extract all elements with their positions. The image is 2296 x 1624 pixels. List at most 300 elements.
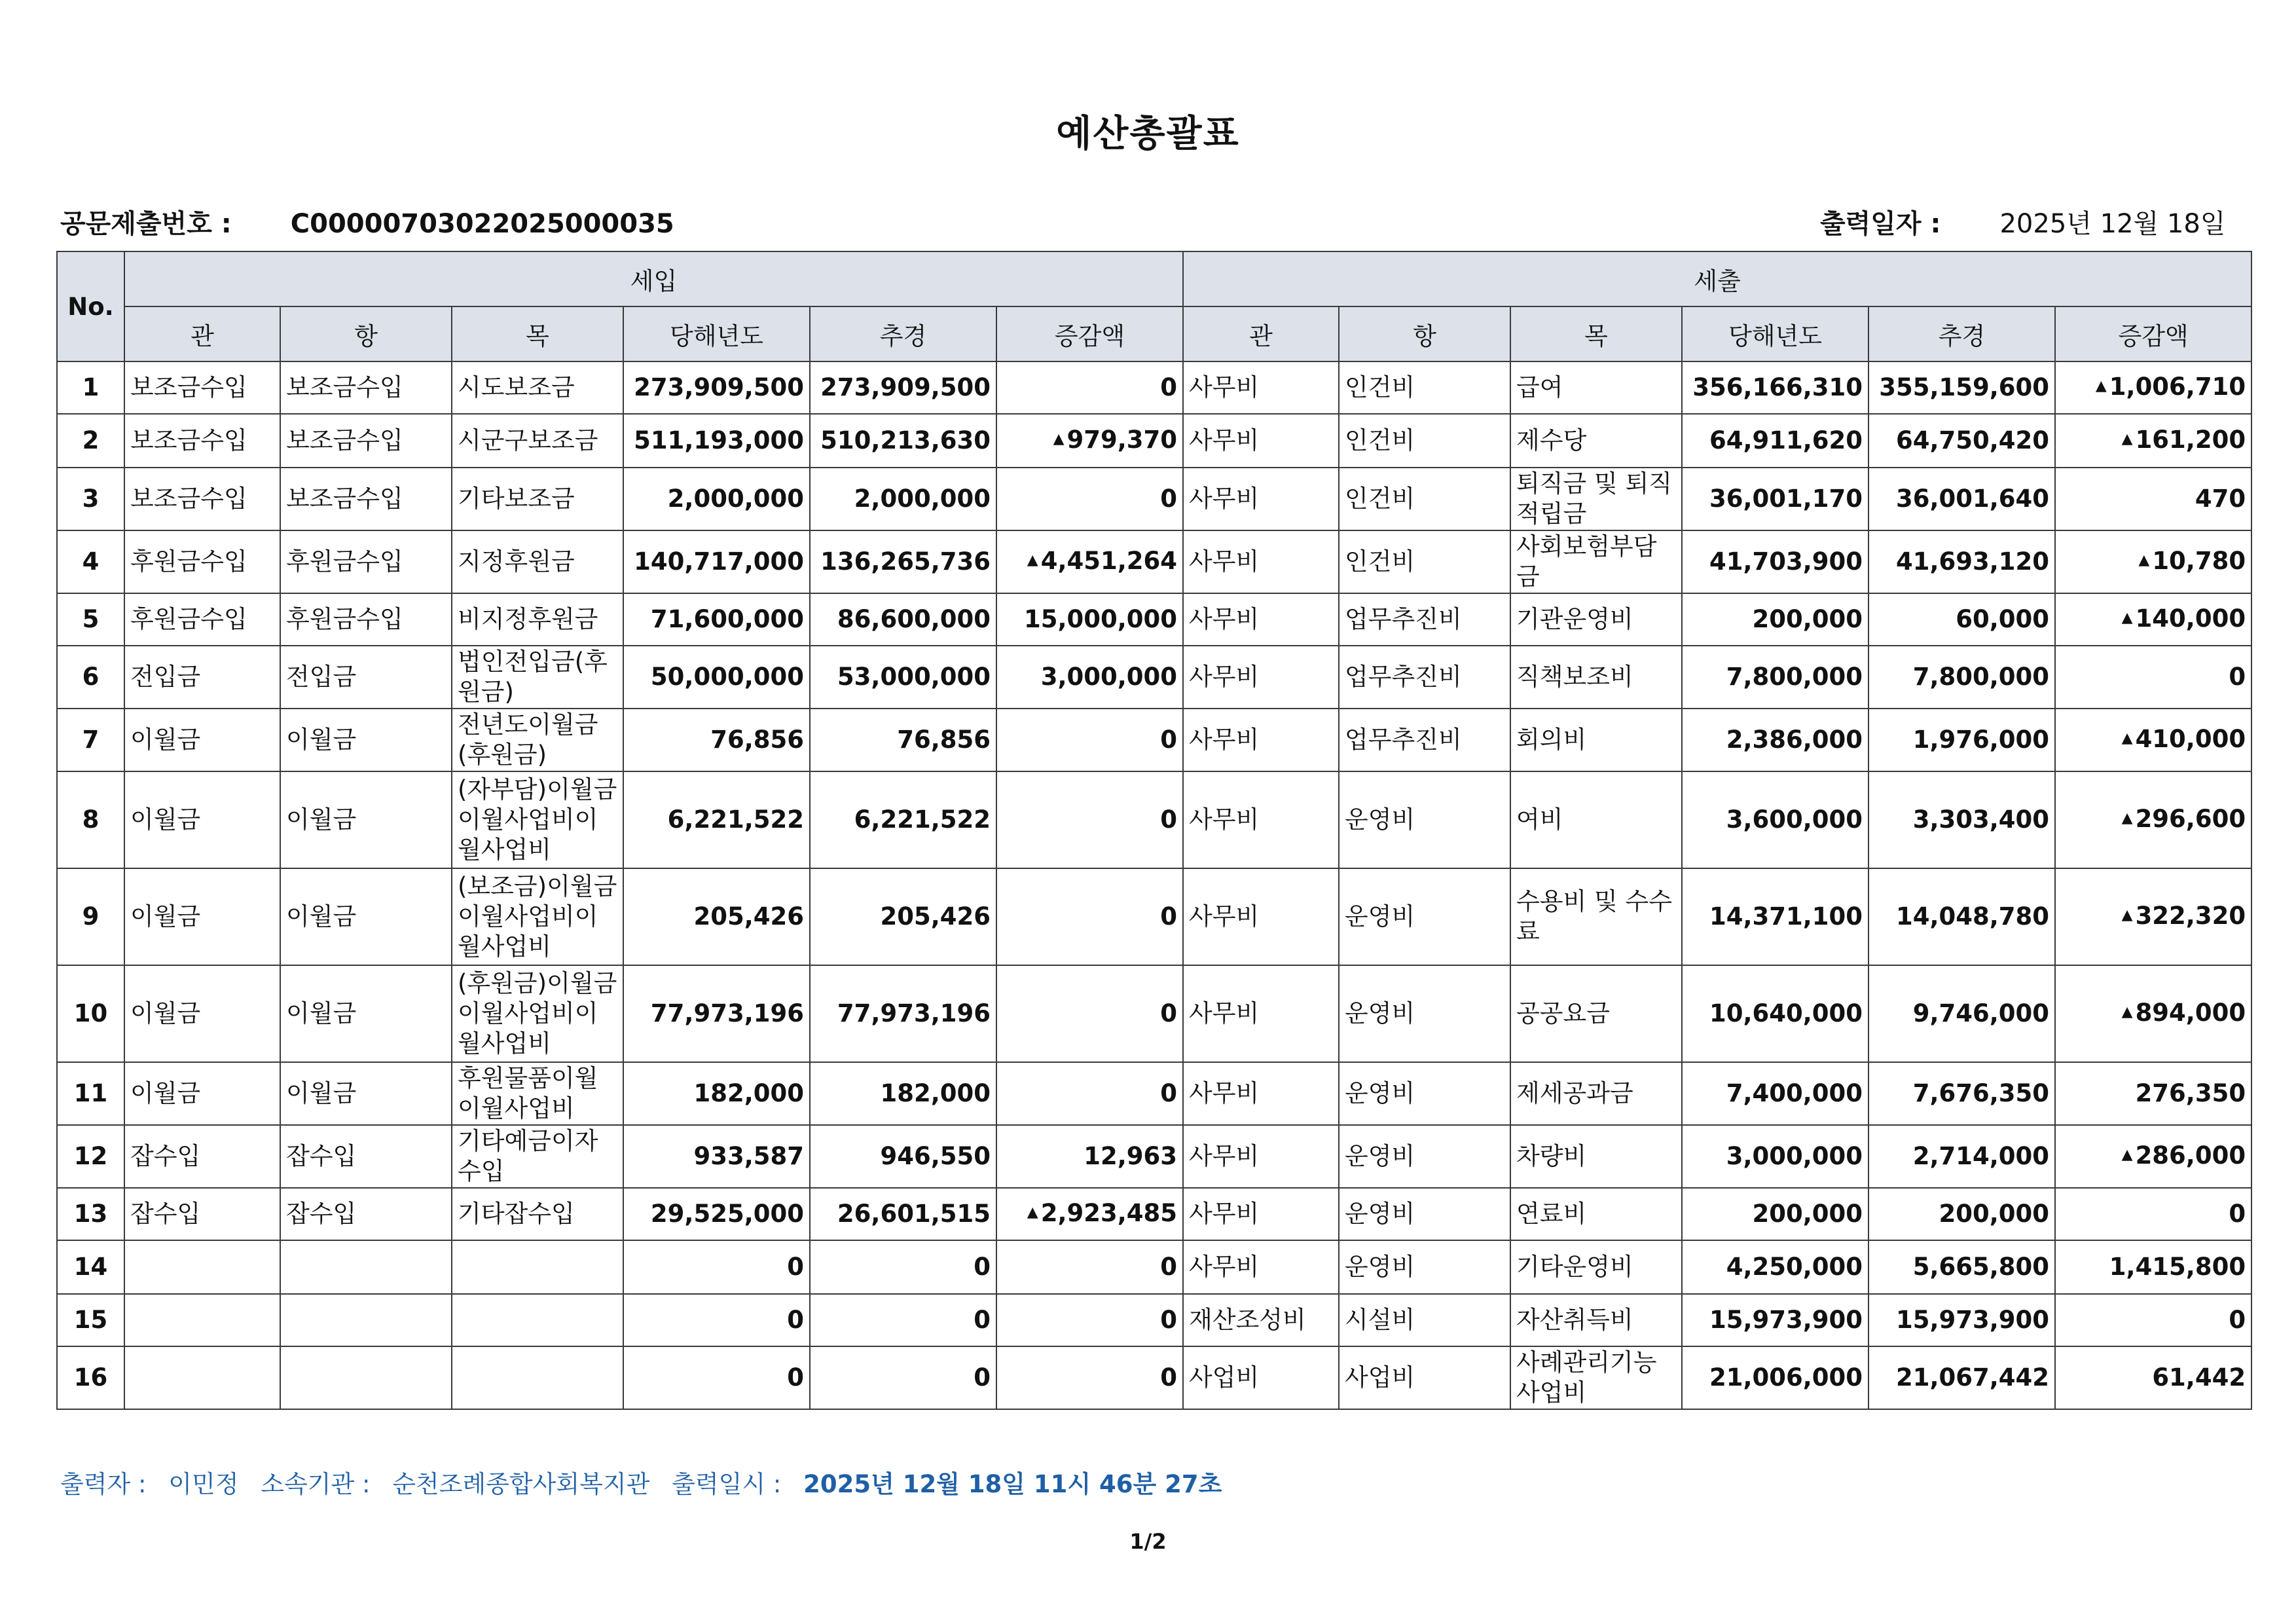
row-number: 12 bbox=[57, 1125, 124, 1188]
cell-value: 잡수입 bbox=[286, 1200, 357, 1228]
income-hang-cell bbox=[280, 868, 452, 965]
table-row bbox=[57, 1346, 2251, 1409]
cell-value: 사무비 bbox=[1189, 999, 1260, 1027]
cell-value: 업무추진비 bbox=[1345, 605, 1462, 633]
cell-value: 지정후원금 bbox=[458, 547, 575, 576]
income-change-cell bbox=[996, 468, 1183, 530]
expense-mok-cell bbox=[1510, 1062, 1682, 1125]
income-mok-cell bbox=[452, 414, 623, 468]
income-hang-cell bbox=[280, 530, 452, 593]
cell-value: 64,911,620 bbox=[1709, 426, 1863, 454]
cell-value: 7,800,000 bbox=[1726, 663, 1863, 691]
income-hang-cell bbox=[280, 1294, 452, 1346]
expense-col-hang: 항 bbox=[1339, 306, 1510, 361]
income-change-cell bbox=[996, 1062, 1183, 1125]
cell-value: 이월금 bbox=[286, 902, 357, 931]
cell-value: 5,665,800 bbox=[1912, 1253, 2050, 1281]
cell-value: 기관운영비 bbox=[1516, 605, 1633, 633]
expense-current-year-cell bbox=[1682, 1240, 1868, 1294]
income-change-cell bbox=[996, 530, 1183, 593]
cell-value: 205,426 bbox=[693, 902, 804, 931]
expense-current-year-cell bbox=[1682, 771, 1868, 868]
triangle-up-icon: ▲ bbox=[2121, 609, 2133, 626]
cell-value: 2,714,000 bbox=[1912, 1142, 2050, 1170]
cell-value: 14,048,780 bbox=[1895, 902, 2050, 931]
table-row bbox=[57, 771, 2251, 868]
expense-supplementary-cell bbox=[1868, 593, 2055, 646]
cell-value: 사무비 bbox=[1189, 547, 1260, 576]
expense-mok-cell bbox=[1510, 593, 1682, 646]
cell-value: 인건비 bbox=[1345, 426, 1415, 454]
income-supplementary-cell bbox=[810, 1188, 996, 1240]
expense-supplementary-cell bbox=[1868, 709, 2055, 771]
cell-value: 업무추진비 bbox=[1345, 663, 1462, 691]
income-current-year-cell bbox=[623, 1188, 810, 1240]
cell-value: 보조금수입 bbox=[286, 426, 403, 454]
income-change-cell bbox=[996, 593, 1183, 646]
cell-value: 0 bbox=[787, 1306, 804, 1334]
expense-current-year-cell bbox=[1682, 1294, 1868, 1346]
income-supplementary-cell bbox=[810, 530, 996, 593]
table-row bbox=[57, 361, 2251, 414]
row-number: 15 bbox=[57, 1294, 124, 1346]
cell-value: 76,856 bbox=[710, 726, 804, 754]
income-mok-cell bbox=[452, 709, 623, 771]
cell-value: 자산취득비 bbox=[1516, 1306, 1633, 1334]
income-gwan-cell bbox=[124, 1125, 280, 1188]
expense-gwan-cell bbox=[1183, 361, 1339, 414]
cell-value: 수용비 및 수수료 bbox=[1516, 887, 1673, 946]
cell-value: 인건비 bbox=[1345, 485, 1415, 513]
cell-value: 7,676,350 bbox=[1912, 1079, 2050, 1107]
expense-hang-cell bbox=[1339, 1125, 1510, 1188]
cell-value: 0 bbox=[2229, 1306, 2246, 1334]
income-gwan-cell bbox=[124, 709, 280, 771]
triangle-up-icon: ▲ bbox=[2095, 377, 2107, 394]
income-supplementary-cell bbox=[810, 709, 996, 771]
expense-change-cell bbox=[2055, 965, 2251, 1062]
expense-hang-cell bbox=[1339, 1188, 1510, 1240]
expense-col-gwan: 관 bbox=[1183, 306, 1339, 361]
expense-gwan-cell bbox=[1183, 1240, 1339, 1294]
cell-value: 1,415,800 bbox=[2109, 1253, 2246, 1281]
row-number: 5 bbox=[57, 593, 124, 646]
income-supplementary-cell bbox=[810, 771, 996, 868]
expense-change-cell bbox=[2055, 530, 2251, 593]
cell-value: 전년도이월금(후원금) bbox=[458, 710, 598, 769]
cell-value: 12,963 bbox=[1084, 1142, 1178, 1170]
income-gwan-cell bbox=[124, 646, 280, 709]
cell-value: 운영비 bbox=[1345, 1253, 1415, 1281]
cell-value: 회의비 bbox=[1516, 726, 1587, 754]
income-gwan-cell bbox=[124, 530, 280, 593]
expense-supplementary-cell bbox=[1868, 868, 2055, 965]
cell-value: 511,193,000 bbox=[634, 426, 804, 454]
income-mok-cell bbox=[452, 1125, 623, 1188]
income-hang-cell bbox=[280, 1188, 452, 1240]
cell-value: 140,717,000 bbox=[634, 547, 804, 576]
expense-current-year-cell bbox=[1682, 468, 1868, 530]
cell-value: 0 bbox=[1160, 1253, 1178, 1281]
income-gwan-cell bbox=[124, 1240, 280, 1294]
doc-number-row bbox=[60, 203, 674, 240]
row-number: 9 bbox=[57, 868, 124, 965]
triangle-up-icon: ▲ bbox=[1027, 551, 1038, 568]
income-change-cell bbox=[996, 646, 1183, 709]
cell-value: 급여 bbox=[1516, 373, 1563, 401]
expense-supplementary-cell bbox=[1868, 361, 2055, 414]
triangle-up-icon: ▲ bbox=[2121, 729, 2133, 747]
row-number: 13 bbox=[57, 1188, 124, 1240]
income-supplementary-cell bbox=[810, 1240, 996, 1294]
table-row bbox=[57, 530, 2251, 593]
income-hang-cell bbox=[280, 1346, 452, 1409]
income-mok-cell bbox=[452, 1062, 623, 1125]
cell-value: 이월금 bbox=[286, 805, 357, 834]
cell-value: 86,600,000 bbox=[837, 605, 991, 633]
expense-hang-cell bbox=[1339, 1346, 1510, 1409]
income-mok-cell bbox=[452, 361, 623, 414]
row-number: 14 bbox=[57, 1240, 124, 1294]
cell-value: 0 bbox=[1160, 902, 1178, 931]
budget-table-body bbox=[57, 361, 2251, 1409]
expense-current-year-cell bbox=[1682, 868, 1868, 965]
cell-value: 0 bbox=[1160, 805, 1178, 834]
income-gwan-cell bbox=[124, 414, 280, 468]
cell-value: 77,973,196 bbox=[650, 999, 804, 1027]
cell-value: 후원금수입 bbox=[286, 547, 403, 576]
income-hang-cell bbox=[280, 771, 452, 868]
income-hang-cell bbox=[280, 468, 452, 530]
income-col-mok: 목 bbox=[452, 306, 623, 361]
print-footer bbox=[60, 1464, 1236, 1500]
income-supplementary-cell bbox=[810, 414, 996, 468]
cell-value: 0 bbox=[974, 1253, 991, 1281]
cell-value: 64,750,420 bbox=[1895, 426, 2050, 454]
income-current-year-cell bbox=[623, 1294, 810, 1346]
table-row bbox=[57, 868, 2251, 965]
cell-value: 2,000,000 bbox=[667, 485, 804, 513]
cell-value: 7,800,000 bbox=[1912, 663, 2050, 691]
row-number: 7 bbox=[57, 709, 124, 771]
income-supplementary-cell bbox=[810, 868, 996, 965]
income-hang-cell bbox=[280, 646, 452, 709]
expense-supplementary-cell bbox=[1868, 1188, 2055, 1240]
cell-value: 잡수입 bbox=[130, 1142, 201, 1170]
income-current-year-cell bbox=[623, 530, 810, 593]
cell-value: 946,550 bbox=[880, 1142, 991, 1170]
table-row bbox=[57, 1240, 2251, 1294]
cell-value: 7,400,000 bbox=[1726, 1079, 1863, 1107]
income-gwan-cell bbox=[124, 593, 280, 646]
triangle-up-icon: ▲ bbox=[2121, 430, 2133, 447]
income-supplementary-cell bbox=[810, 1294, 996, 1346]
income-current-year-cell bbox=[623, 1240, 810, 1294]
cell-value: 이월금 bbox=[130, 1079, 201, 1107]
expense-supplementary-cell bbox=[1868, 1125, 2055, 1188]
income-supplementary-cell bbox=[810, 965, 996, 1062]
table-row bbox=[57, 468, 2251, 530]
income-current-year-cell bbox=[623, 468, 810, 530]
cell-value: 200,000 bbox=[1939, 1200, 2050, 1228]
cell-value: 재산조성비 bbox=[1189, 1306, 1306, 1334]
expense-supplementary-cell bbox=[1868, 414, 2055, 468]
cell-value: 286,000 bbox=[2135, 1141, 2246, 1170]
cell-value: 직책보조비 bbox=[1516, 663, 1633, 691]
income-change-cell bbox=[996, 868, 1183, 965]
income-change-cell bbox=[996, 771, 1183, 868]
expense-gwan-cell bbox=[1183, 709, 1339, 771]
income-hang-cell bbox=[280, 965, 452, 1062]
expense-hang-cell bbox=[1339, 1062, 1510, 1125]
cell-value: 업무추진비 bbox=[1345, 726, 1462, 754]
cell-value: 시도보조금 bbox=[458, 373, 575, 401]
expense-mok-cell bbox=[1510, 530, 1682, 593]
cell-value: 시군구보조금 bbox=[458, 426, 598, 454]
cell-value: 차량비 bbox=[1516, 1142, 1587, 1170]
income-hang-cell bbox=[280, 1062, 452, 1125]
expense-change-cell bbox=[2055, 1240, 2251, 1294]
income-col-change: 증감액 bbox=[996, 306, 1183, 361]
expense-mok-cell bbox=[1510, 771, 1682, 868]
expense-gwan-cell bbox=[1183, 1346, 1339, 1409]
print-date-row bbox=[1820, 203, 2225, 240]
income-current-year-cell bbox=[623, 965, 810, 1062]
expense-change-cell bbox=[2055, 1294, 2251, 1346]
cell-value: 운영비 bbox=[1345, 1079, 1415, 1107]
triangle-up-icon: ▲ bbox=[2121, 1003, 2133, 1020]
income-gwan-cell bbox=[124, 361, 280, 414]
cell-value: 0 bbox=[1160, 373, 1178, 401]
income-current-year-cell bbox=[623, 1346, 810, 1409]
cell-value: 510,213,630 bbox=[820, 426, 991, 454]
expense-gwan-cell bbox=[1183, 1188, 1339, 1240]
expense-supplementary-cell bbox=[1868, 1240, 2055, 1294]
expense-supplementary-cell bbox=[1868, 468, 2055, 530]
expense-change-cell bbox=[2055, 1125, 2251, 1188]
income-gwan-cell bbox=[124, 965, 280, 1062]
income-supplementary-cell bbox=[810, 593, 996, 646]
cell-value: 이월금 bbox=[130, 726, 201, 754]
income-supplementary-cell bbox=[810, 361, 996, 414]
expense-hang-cell bbox=[1339, 771, 1510, 868]
expense-supplementary-cell bbox=[1868, 1346, 2055, 1409]
no-header: No. bbox=[57, 251, 124, 361]
income-change-cell bbox=[996, 965, 1183, 1062]
cell-value: 26,601,515 bbox=[837, 1200, 991, 1228]
doc-number-value: C00000703022025000035 bbox=[290, 209, 674, 239]
row-number: 6 bbox=[57, 646, 124, 709]
income-mok-cell bbox=[452, 1346, 623, 1409]
cell-value: 140,000 bbox=[2135, 604, 2246, 633]
expense-hang-cell bbox=[1339, 530, 1510, 593]
cell-value: 15,973,900 bbox=[1709, 1306, 1863, 1334]
expense-mok-cell bbox=[1510, 468, 1682, 530]
income-supplementary-cell bbox=[810, 1346, 996, 1409]
cell-value: (보조금)이월금이월사업비이월사업비 bbox=[458, 872, 617, 961]
expense-change-cell bbox=[2055, 868, 2251, 965]
cell-value: 2,923,485 bbox=[1040, 1199, 1178, 1228]
row-number: 11 bbox=[57, 1062, 124, 1125]
page-number: 1/2 bbox=[1129, 1529, 1167, 1554]
expense-gwan-cell bbox=[1183, 1294, 1339, 1346]
expense-current-year-cell bbox=[1682, 593, 1868, 646]
cell-value: 9,746,000 bbox=[1912, 999, 2050, 1027]
income-mok-cell bbox=[452, 1294, 623, 1346]
cell-value: 운영비 bbox=[1345, 999, 1415, 1027]
expense-current-year-cell bbox=[1682, 1062, 1868, 1125]
cell-value: 979,370 bbox=[1066, 426, 1178, 454]
income-header: 세입 bbox=[124, 251, 1183, 306]
cell-value: 10,640,000 bbox=[1709, 999, 1863, 1027]
page-title: 예산총괄표 bbox=[1056, 113, 1240, 155]
print-datetime-label: 출력일시 : bbox=[672, 1470, 782, 1498]
cell-value: 여비 bbox=[1516, 805, 1563, 834]
expense-supplementary-cell bbox=[1868, 1062, 2055, 1125]
cell-value: 사무비 bbox=[1189, 1142, 1260, 1170]
cell-value: 사무비 bbox=[1189, 726, 1260, 754]
cell-value: 36,001,170 bbox=[1709, 485, 1863, 513]
expense-change-cell bbox=[2055, 468, 2251, 530]
expense-gwan-cell bbox=[1183, 530, 1339, 593]
cell-value: 연료비 bbox=[1516, 1200, 1587, 1228]
cell-value: 355,159,600 bbox=[1879, 373, 2050, 401]
cell-value: 잡수입 bbox=[130, 1200, 201, 1228]
cell-value: 182,000 bbox=[880, 1079, 991, 1107]
table-row bbox=[57, 593, 2251, 646]
expense-change-cell bbox=[2055, 361, 2251, 414]
expense-gwan-cell bbox=[1183, 468, 1339, 530]
triangle-up-icon: ▲ bbox=[2138, 551, 2150, 568]
table-row bbox=[57, 646, 2251, 709]
cell-value: 1,976,000 bbox=[1912, 726, 2050, 754]
cell-value: 200,000 bbox=[1752, 1200, 1863, 1228]
income-mok-cell bbox=[452, 646, 623, 709]
income-supplementary-cell bbox=[810, 646, 996, 709]
income-hang-cell bbox=[280, 1125, 452, 1188]
cell-value: 운영비 bbox=[1345, 1142, 1415, 1170]
expense-current-year-cell bbox=[1682, 414, 1868, 468]
cell-value: 보조금수입 bbox=[130, 485, 247, 513]
income-mok-cell bbox=[452, 593, 623, 646]
table-row bbox=[57, 1188, 2251, 1240]
expense-gwan-cell bbox=[1183, 414, 1339, 468]
cell-value: 0 bbox=[1160, 999, 1178, 1027]
income-hang-cell bbox=[280, 593, 452, 646]
triangle-up-icon: ▲ bbox=[1027, 1204, 1038, 1221]
cell-value: 사무비 bbox=[1189, 805, 1260, 834]
expense-gwan-cell bbox=[1183, 965, 1339, 1062]
cell-value: 0 bbox=[787, 1363, 804, 1392]
income-col-gwan: 관 bbox=[124, 306, 280, 361]
cell-value: 0 bbox=[1160, 1306, 1178, 1334]
expense-current-year-cell bbox=[1682, 530, 1868, 593]
cell-value: 기타잡수입 bbox=[458, 1200, 575, 1228]
cell-value: 200,000 bbox=[1752, 605, 1863, 633]
cell-value: 이월금 bbox=[130, 805, 201, 834]
income-current-year-cell bbox=[623, 868, 810, 965]
income-change-cell bbox=[996, 1294, 1183, 1346]
income-mok-cell bbox=[452, 771, 623, 868]
expense-mok-cell bbox=[1510, 1125, 1682, 1188]
cell-value: 운영비 bbox=[1345, 902, 1415, 931]
cell-value: (자부담)이월금이월사업비이월사업비 bbox=[458, 775, 617, 864]
cell-value: 14,371,100 bbox=[1709, 902, 1863, 931]
cell-value: 퇴직금 및 퇴직적립금 bbox=[1516, 470, 1673, 528]
expense-mok-cell bbox=[1510, 709, 1682, 771]
cell-value: 470 bbox=[2195, 485, 2246, 513]
expense-mok-cell bbox=[1510, 1188, 1682, 1240]
income-current-year-cell bbox=[623, 646, 810, 709]
expense-current-year-cell bbox=[1682, 709, 1868, 771]
cell-value: 205,426 bbox=[880, 902, 991, 931]
expense-mok-cell bbox=[1510, 646, 1682, 709]
cell-value: 3,000,000 bbox=[1040, 663, 1178, 691]
cell-value: 322,320 bbox=[2135, 902, 2246, 931]
expense-hang-cell bbox=[1339, 709, 1510, 771]
cell-value: 사무비 bbox=[1189, 1200, 1260, 1228]
expense-gwan-cell bbox=[1183, 868, 1339, 965]
expense-change-cell bbox=[2055, 1188, 2251, 1240]
cell-value: 3,000,000 bbox=[1726, 1142, 1863, 1170]
cell-value: 15,000,000 bbox=[1023, 605, 1178, 633]
cell-value: 6,221,522 bbox=[667, 805, 804, 834]
cell-value: 비지정후원금 bbox=[458, 605, 598, 633]
cell-value: 29,525,000 bbox=[650, 1200, 804, 1228]
cell-value: 사회보험부담금 bbox=[1516, 532, 1657, 591]
cell-value: 전입금 bbox=[130, 663, 201, 691]
income-gwan-cell bbox=[124, 1062, 280, 1125]
expense-change-cell bbox=[2055, 646, 2251, 709]
cell-value: 50,000,000 bbox=[650, 663, 804, 691]
expense-supplementary-cell bbox=[1868, 646, 2055, 709]
doc-number-label: 공문제출번호 : bbox=[60, 209, 232, 239]
expense-change-cell bbox=[2055, 593, 2251, 646]
expense-hang-cell bbox=[1339, 1294, 1510, 1346]
cell-value: 사무비 bbox=[1189, 1253, 1260, 1281]
cell-value: 0 bbox=[2229, 1200, 2246, 1228]
cell-value: 보조금수입 bbox=[286, 485, 403, 513]
expense-gwan-cell bbox=[1183, 646, 1339, 709]
cell-value: 이월금 bbox=[130, 902, 201, 931]
cell-value: 3,303,400 bbox=[1912, 805, 2050, 834]
row-number: 8 bbox=[57, 771, 124, 868]
cell-value: 0 bbox=[2229, 663, 2246, 691]
row-number: 16 bbox=[57, 1346, 124, 1409]
income-hang-cell bbox=[280, 1240, 452, 1294]
cell-value: 0 bbox=[787, 1253, 804, 1281]
cell-value: 공공요금 bbox=[1516, 999, 1611, 1027]
income-mok-cell bbox=[452, 868, 623, 965]
cell-value: 0 bbox=[1160, 1363, 1178, 1392]
cell-value: 사무비 bbox=[1189, 902, 1260, 931]
cell-value: 36,001,640 bbox=[1895, 485, 2050, 513]
table-row bbox=[57, 1294, 2251, 1346]
cell-value: 0 bbox=[1160, 485, 1178, 513]
expense-hang-cell bbox=[1339, 361, 1510, 414]
expense-gwan-cell bbox=[1183, 593, 1339, 646]
cell-value: 0 bbox=[974, 1363, 991, 1392]
expense-change-cell bbox=[2055, 1062, 2251, 1125]
income-col-supplementary: 추경 bbox=[810, 306, 996, 361]
cell-value: 410,000 bbox=[2135, 725, 2246, 754]
cell-value: 사무비 bbox=[1189, 426, 1260, 454]
expense-col-mok: 목 bbox=[1510, 306, 1682, 361]
expense-current-year-cell bbox=[1682, 1188, 1868, 1240]
cell-value: 인건비 bbox=[1345, 373, 1415, 401]
cell-value: 사무비 bbox=[1189, 663, 1260, 691]
income-mok-cell bbox=[452, 468, 623, 530]
